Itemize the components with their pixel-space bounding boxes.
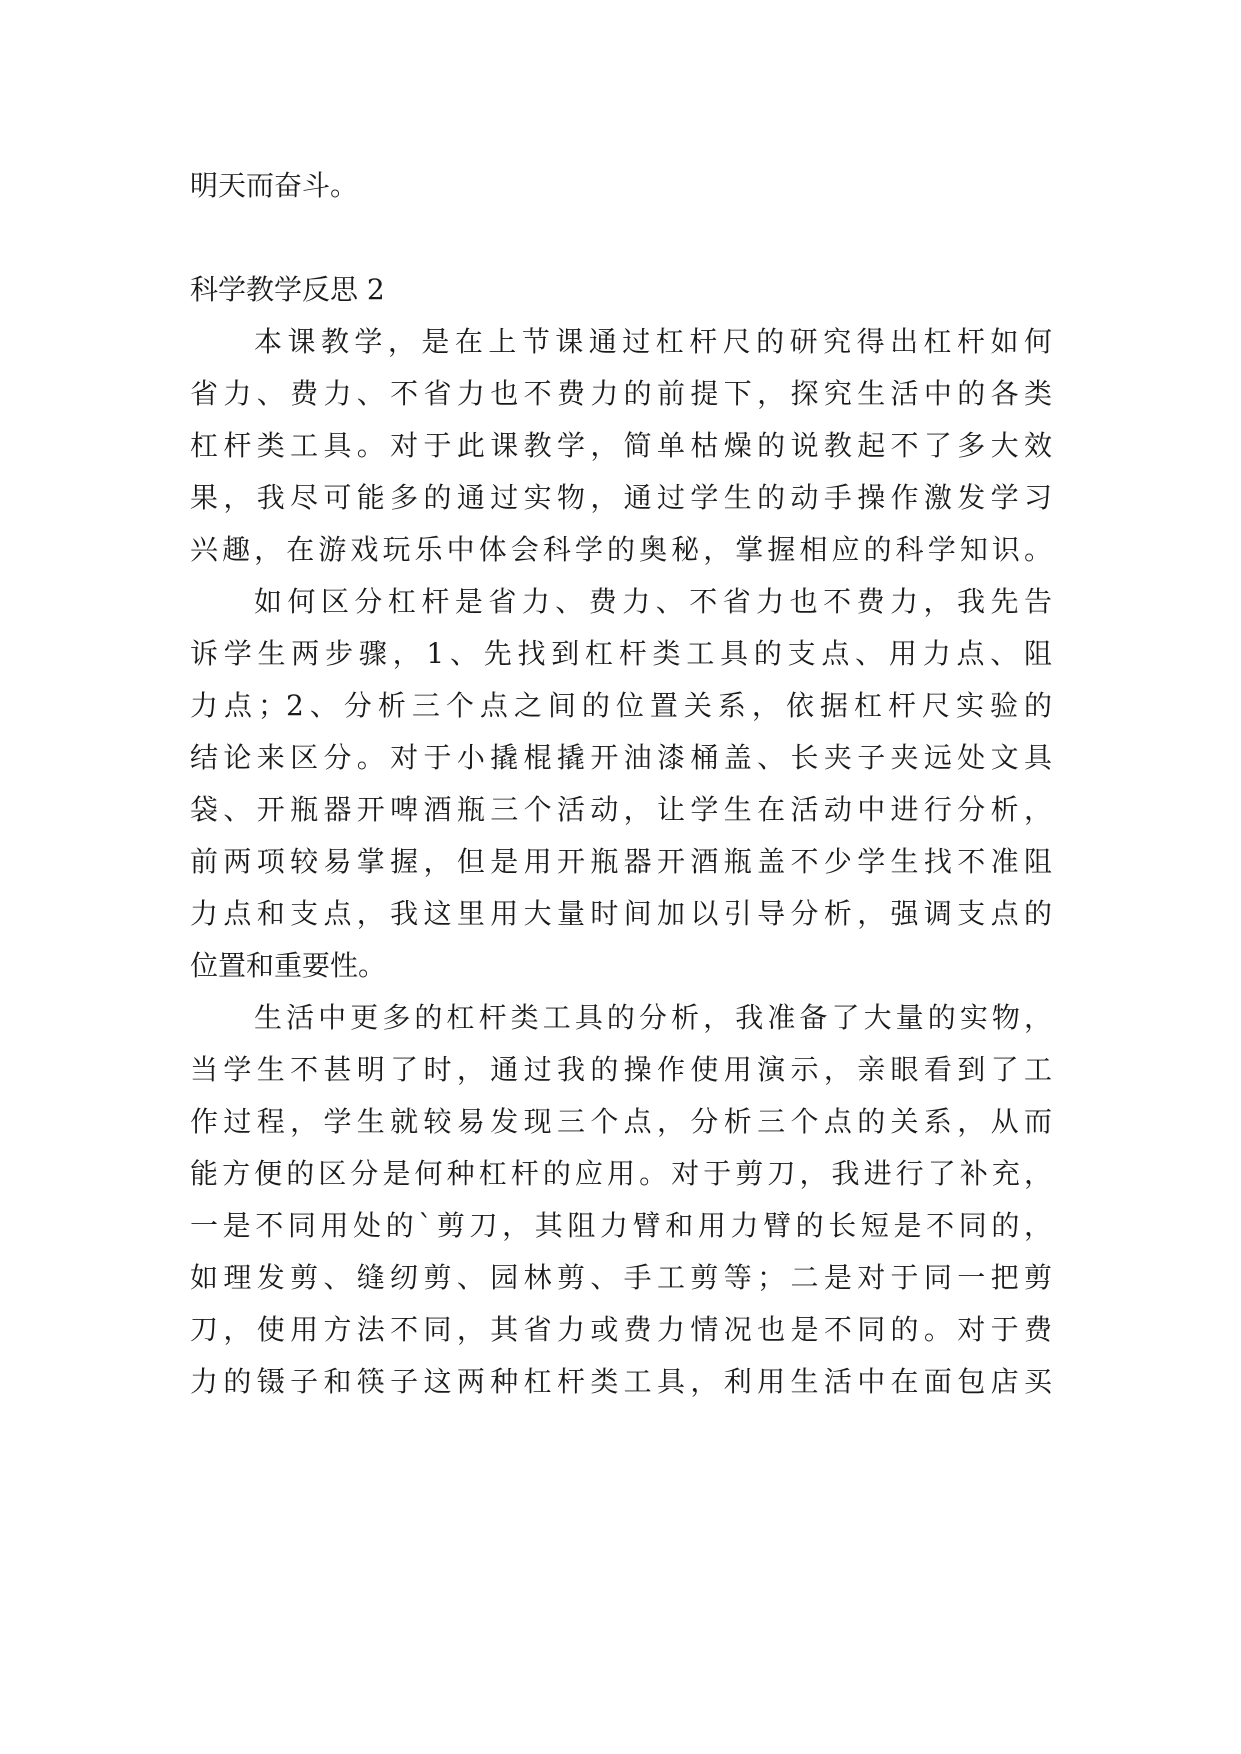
paragraph-line: 力点；2、分析三个点之间的位置关系，依据杠杆尺实验的 — [190, 689, 1052, 722]
paragraph-line: 如理发剪、缝纫剪、园林剪、手工剪等；二是对于同一把剪 — [190, 1261, 1052, 1294]
paragraph-3 — [190, 992, 1052, 1408]
paragraph-line: 果，我尽可能多的通过实物，通过学生的动手操作激发学习 — [190, 481, 1052, 514]
paragraph-line: 位置和重要性。 — [190, 949, 387, 982]
paragraph-line: 力的镊子和筷子这两种杠杆类工具，利用生活中在面包店买 — [190, 1365, 1052, 1398]
paragraph-line: 作过程，学生就较易发现三个点，分析三个点的关系，从而 — [190, 1105, 1052, 1138]
paragraph-line: 生活中更多的杠杆类工具的分析，我准备了大量的实物， — [254, 1001, 1052, 1034]
paragraph-line: 当学生不甚明了时，通过我的操作使用演示，亲眼看到了工 — [190, 1053, 1052, 1086]
paragraph-line: 兴趣，在游戏玩乐中体会科学的奥秘，掌握相应的科学知识。 — [190, 533, 1052, 566]
paragraph-line: 杠杆类工具。对于此课教学，简单枯燥的说教起不了多大效 — [190, 429, 1052, 462]
paragraph-line: 刀，使用方法不同，其省力或费力情况也是不同的。对于费 — [190, 1313, 1052, 1346]
section-title: 科学教学反思 2 — [190, 273, 385, 306]
paragraph-line: 力点和支点，我这里用大量时间加以引导分析，强调支点的 — [190, 897, 1052, 930]
paragraph-line: 一是不同用处的`剪刀，其阻力臂和用力臂的长短是不同的， — [190, 1209, 1052, 1242]
document-body — [190, 160, 1052, 1408]
previous-paragraph-ending: 明天而奋斗。 — [190, 169, 359, 202]
paragraph-line: 袋、开瓶器开啤酒瓶三个活动，让学生在活动中进行分析， — [190, 793, 1052, 826]
paragraph-line: 能方便的区分是何种杠杆的应用。对于剪刀，我进行了补充， — [190, 1157, 1052, 1190]
paragraph-line: 诉学生两步骤，1、先找到杠杆类工具的支点、用力点、阻 — [190, 637, 1052, 670]
paragraph-line: 前两项较易掌握，但是用开瓶器开酒瓶盖不少学生找不准阻 — [190, 845, 1052, 878]
paragraph-gap — [190, 212, 1052, 264]
paragraph-line: 本课教学，是在上节课通过杠杆尺的研究得出杠杆如何 — [254, 325, 1052, 358]
paragraph-2 — [190, 576, 1052, 992]
paragraph-1 — [190, 316, 1052, 576]
paragraph-line: 省力、费力、不省力也不费力的前提下，探究生活中的各类 — [190, 377, 1052, 410]
paragraph-line: 如何区分杠杆是省力、费力、不省力也不费力，我先告 — [254, 585, 1052, 618]
paragraph-line: 结论来区分。对于小撬棍撬开油漆桶盖、长夹子夹远处文具 — [190, 741, 1052, 774]
